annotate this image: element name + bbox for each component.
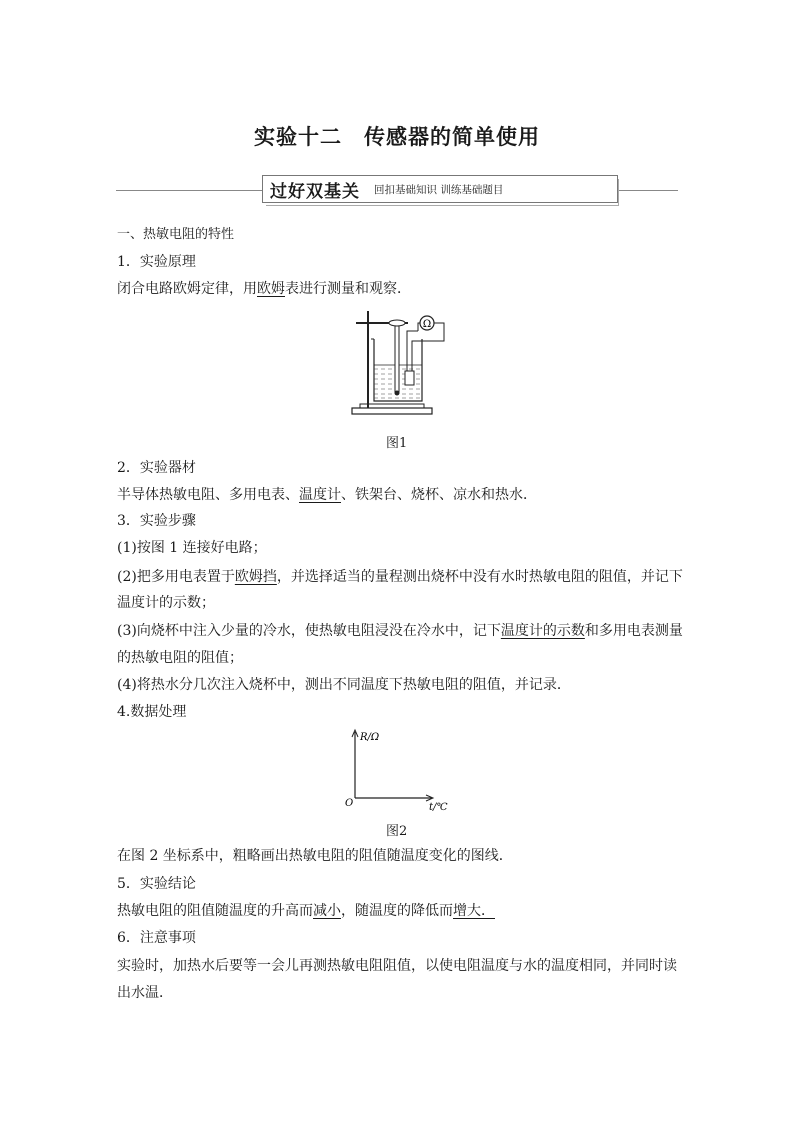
figure2-caption: 图2: [386, 824, 408, 839]
title-part2: 传感器的简单使用: [364, 124, 540, 149]
section-heading: 一、热敏电阻的特性: [117, 227, 235, 242]
y-axis-label: R/Ω: [360, 732, 380, 743]
conclusion-heading: 5．实验结论: [117, 876, 196, 892]
banner-box: [262, 175, 618, 206]
principle-heading: 1．实验原理: [117, 254, 196, 270]
step-2-answer: 欧姆挡: [234, 569, 277, 585]
notes-heading: 6．注意事项: [117, 930, 196, 946]
notes-line-1: 实验时，加热水后要等一会儿再测热敏电阻阻值，以使电阻温度与水的温度相同，并同时读: [117, 958, 677, 974]
thermometer: [395, 326, 399, 392]
title-part1: 实验十二: [254, 124, 342, 149]
step-2-cont: 温度计的示数；: [117, 595, 215, 611]
conclusion-text: 热敏电阻的阻值随温度的升高而减小，随温度的降低而增大．: [117, 903, 495, 919]
stand-base: [352, 408, 432, 414]
step-3: (3)向烧杯中注入少量的冷水，使热敏电阻浸没在冷水中，记下温度计的示数和多用电表测量: [117, 623, 683, 639]
principle-text: 闭合电路欧姆定律，用欧姆表进行测量和观察．: [117, 281, 411, 297]
figure1-apparatus: [340, 307, 460, 419]
step-2: (2)把多用电表置于欧姆挡，并选择适当的量程测出烧杯中没有水时热敏电阻的阻值，并记下: [117, 569, 683, 585]
figure2-note: 在图 2 坐标系中，粗略画出热敏电阻的阻值随温度变化的图线．: [117, 848, 513, 864]
steps-heading: 3．实验步骤: [117, 513, 196, 529]
equipment-answer: 温度计: [299, 487, 341, 503]
origin-label: O: [345, 798, 354, 809]
thermistor: [405, 371, 414, 385]
figure2-axes: [340, 726, 450, 814]
step-1: (1)按图 1 连接好电路；: [117, 540, 267, 556]
step-4: (4)将热水分几次注入烧杯中，测出不同温度下热敏电阻的阻值，并记录．: [117, 677, 571, 693]
conclusion-answer-1: 减小: [313, 903, 341, 919]
equipment-text: 半导体热敏电阻、多用电表、温度计、铁架台、烧杯、凉水和热水．: [117, 487, 537, 503]
x-axis-label: t/℃: [429, 802, 448, 813]
banner-main-label: 过好双基关: [270, 182, 360, 202]
thermometer-bulb: [395, 391, 400, 396]
page-title: [0, 121, 794, 151]
banner-sub-label: 回扣基础知识 训练基础题目: [374, 184, 504, 196]
notes-line-2: 出水温．: [117, 985, 173, 1001]
ohmmeter-symbol: Ω: [422, 319, 432, 330]
conclusion-answer-2: 增大．: [453, 903, 495, 919]
step-3-cont: 的热敏电阻的阻值；: [117, 650, 243, 666]
stand-platform: [360, 404, 424, 408]
principle-answer: 欧姆: [257, 281, 285, 297]
step-3-answer: 温度计的示数: [500, 623, 585, 639]
data-processing-heading: 4.数据处理: [117, 704, 187, 720]
clamp: [389, 320, 405, 326]
section-banner: [116, 175, 678, 207]
equipment-heading: 2．实验器材: [117, 460, 196, 476]
figure1-caption: 图1: [386, 436, 408, 451]
